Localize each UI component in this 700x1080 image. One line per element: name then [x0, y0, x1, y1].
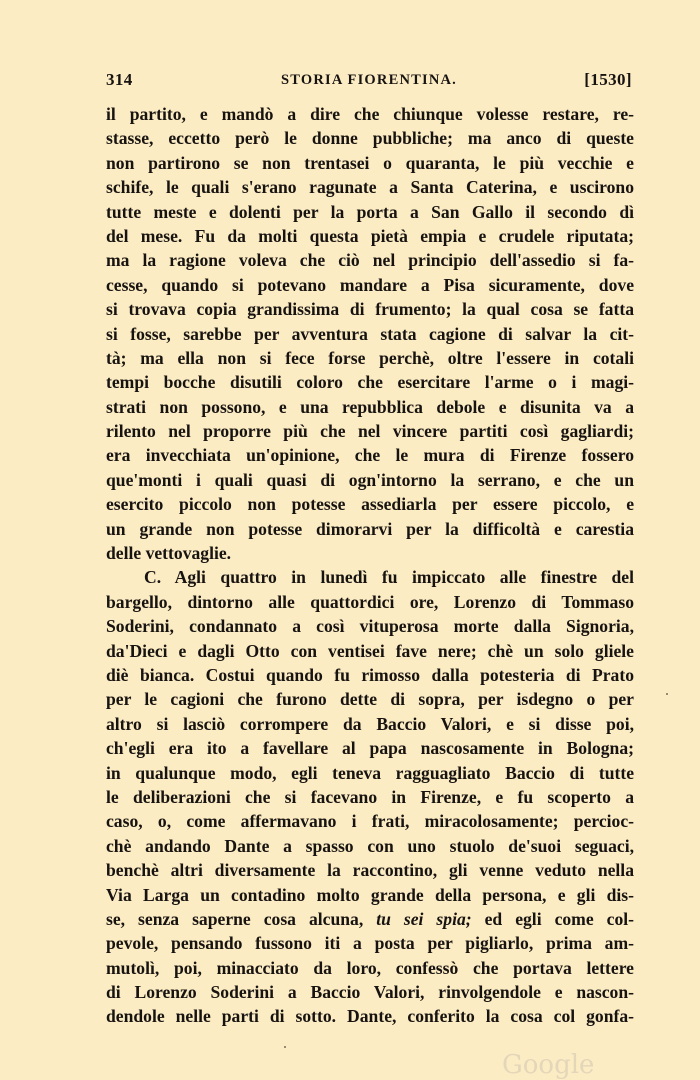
text-line: da'Dieci e dagli Otto con ventisei fave nere; chè un solo gliele	[106, 640, 634, 661]
paper-speck	[284, 1046, 286, 1048]
text-line: bargello, dintorno alle quattordici ore, Lorenzo di Tommaso	[106, 591, 634, 612]
text-line: tutte meste e dolenti per la porta a San Gallo il secondo dì	[106, 201, 634, 222]
text-line: caso, o, come affermavano i frati, miracolosamente; percioc-	[106, 811, 634, 832]
text-line: ch'egli era ito a favellare al papa nascosamente in Bologna;	[106, 738, 634, 759]
year-label: [1530]	[584, 70, 632, 89]
text-line: delle vettovaglie.	[106, 543, 232, 564]
text-line: cesse, quando si potevano mandare a Pisa sicuramente, dove	[106, 274, 634, 295]
text-line: schife, le quali s'erano ragunate a Santa Caterina, e uscirono	[106, 177, 634, 198]
text-line: tempi bocche disutili coloro che esercitare l'arme o i magi-	[106, 372, 634, 393]
italic-phrase: tu sei spia;	[376, 908, 472, 929]
text-line: ma la ragione voleva che ciò nel principio dell'assedio si fa-	[106, 250, 634, 271]
text-line: Via Larga un contadino molto grande della persona, e gli dis-	[106, 884, 634, 905]
text-line: del mese. Fu da molti questa pietà empia e crudele riputata;	[106, 225, 634, 246]
text-line: in qualunque modo, egli teneva ragguagliato Baccio di tutte	[106, 762, 634, 783]
text-line: si fosse, sarebbe per avventura stata cagione di salvar la cit-	[106, 323, 634, 344]
text-line: si trovava copia grandissima di frumento; la qual cosa se fatta	[106, 299, 634, 320]
text-line: le deliberazioni che si facevano in Firenze, e fu scoperto a	[106, 786, 634, 807]
running-title: STORIA FIORENTINA.	[280, 72, 458, 88]
text-line: C. Agli quattro in lunedì fu impiccato alle finestre del	[144, 567, 634, 588]
text-line: tà; ma ella non si fece forse perchè, oltre l'essere in cotali	[106, 347, 634, 368]
text-line: diè bianca. Costui quando fu rimosso dalla potesteria di Prato	[106, 664, 634, 685]
text-line: pevole, pensando fussono iti a posta per pigliarlo, prima am-	[106, 933, 634, 954]
text-line: stasse, eccetto però le donne pubbliche; ma anco di queste	[106, 128, 634, 149]
text-line: Soderini, condannato a così vituperosa morte dalla Signoria,	[106, 616, 634, 637]
text-line: chè andando Dante a spasso con uno stuolo de'suoi seguaci,	[106, 835, 634, 856]
text-line: altro si lasciò corrompere da Baccio Valori, e si disse poi,	[106, 713, 634, 734]
text-line: benchè altri diversamente la raccontino, gli venne veduto nella	[106, 860, 634, 881]
text-segment: se, senza saperne cosa alcuna,	[106, 908, 377, 929]
text-segment: ed egli come col-	[471, 908, 634, 929]
page-number: 314	[106, 70, 133, 89]
text-line: un grande non potesse dimorarvi per la difficoltà e carestia	[106, 518, 634, 539]
text-line: non partirono se non trentasei o quaranta, le più vecchie e	[106, 152, 634, 173]
text-line	[106, 907, 634, 931]
text-line: dendole nelle parti di sotto. Dante, conferito la cosa col gonfa-	[106, 1006, 634, 1027]
running-head	[106, 70, 632, 94]
body-text	[106, 102, 634, 1029]
watermark-logo: Google	[502, 1050, 595, 1080]
text-line: esercito piccolo non potesse assediarla per essere piccolo, e	[106, 494, 634, 515]
paper-speck	[666, 693, 668, 695]
text-line: que'monti i quali quasi di ogn'intorno la serrano, e che un	[106, 469, 634, 490]
text-line: strati non possono, e una repubblica debole e disunita va a	[106, 396, 634, 417]
text-line: di Lorenzo Soderini a Baccio Valori, rinvolgendole e nascon-	[106, 982, 634, 1003]
text-line: mutolì, poi, minacciato da loro, confessò che portava lettere	[106, 957, 634, 978]
text-line: il partito, e mandò a dire che chiunque volesse restare, re-	[106, 104, 634, 124]
text-line: per le cagioni che furono dette di sopra, per isdegno o per	[106, 689, 634, 710]
text-line: era invecchiata un'opinione, che le mura di Firenze fossero	[106, 445, 634, 466]
text-line: rilento nel proporre più che nel vincere partiti così gagliardi;	[106, 421, 634, 442]
